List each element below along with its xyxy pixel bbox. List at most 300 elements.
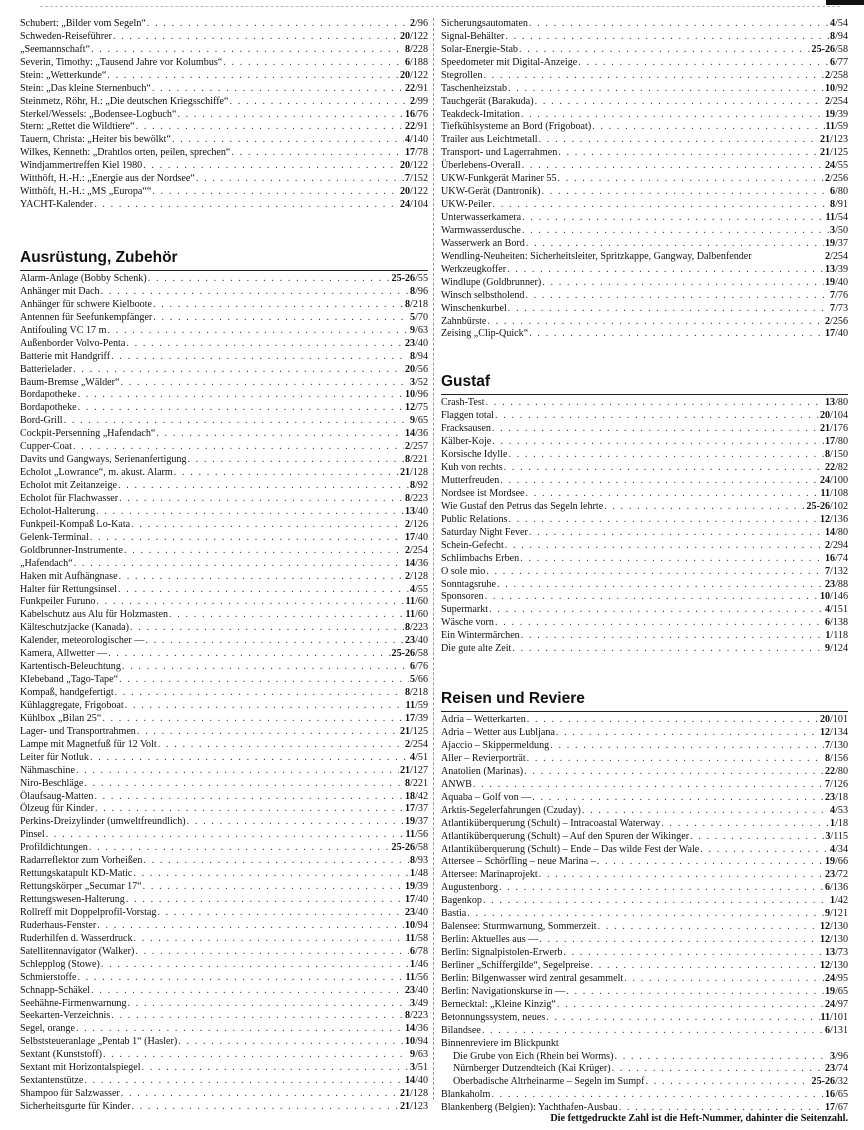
index-entry [441, 44, 848, 57]
dot-leader [156, 428, 404, 441]
entry-reference [405, 1036, 428, 1049]
entry-reference [410, 584, 428, 597]
entry-title: Sponsoren [441, 591, 484, 603]
entry-title: Stern: „Rettet die Wildtiere“ [20, 121, 135, 133]
index-entry [20, 186, 428, 199]
page-number: 65 [837, 1089, 848, 1101]
index-entry [441, 934, 848, 947]
entry-title: Schnapp-Schäkel [20, 984, 91, 996]
right-top-list [441, 18, 848, 341]
issue-number: 2 [825, 173, 831, 185]
entry-title: Echolot für Flachwasser [20, 492, 119, 504]
index-entry [20, 622, 428, 635]
index-entry [20, 1088, 428, 1101]
dot-leader [134, 933, 405, 946]
issue-number: 4 [825, 604, 831, 616]
reference-separator: / [835, 328, 838, 340]
issue-number: 9 [410, 1049, 416, 1061]
reference-separator: / [835, 462, 838, 474]
entry-title: Halter für Rettungsinsel [20, 583, 117, 595]
index-entry [441, 96, 848, 109]
index-entry [441, 70, 848, 83]
issue-number: 2 [825, 250, 831, 262]
dot-leader [177, 109, 404, 122]
reference-separator: / [835, 578, 838, 590]
reference-separator: / [835, 212, 838, 224]
index-entry [441, 1064, 848, 1077]
entry-reference [405, 816, 428, 829]
reference-separator: / [830, 934, 833, 946]
entry-reference [830, 31, 848, 44]
entry-reference [820, 134, 848, 147]
reference-separator: / [830, 539, 833, 551]
page-number: 218 [412, 687, 428, 699]
index-entry [441, 960, 848, 973]
index-entry [441, 238, 848, 251]
dot-leader [482, 1025, 824, 1038]
page-number: 125 [832, 147, 848, 159]
issue-number: 8 [405, 298, 411, 310]
reference-separator: / [415, 428, 418, 440]
entry-title: Überlebens-Overall [441, 160, 521, 172]
entry-reference [825, 766, 848, 779]
entry-title: Gelenk-Terminal [20, 531, 89, 543]
entry-title: Atlantiküberquerung (Schult) ‒ Auf den Spuren der Wikinger [441, 830, 690, 842]
reference-separator: / [835, 121, 838, 133]
index-entry [441, 753, 848, 766]
index-entry [20, 1062, 428, 1075]
issue-number: 8 [410, 350, 416, 362]
entry-title: „Seemannschaft“ [20, 43, 91, 55]
page-number: 39 [837, 108, 848, 120]
reference-separator: / [410, 544, 413, 556]
page-number: 128 [412, 1088, 428, 1100]
reference-separator: / [415, 674, 418, 686]
issue-number: 25-26 [391, 273, 416, 285]
entry-title: Taschenheizstab [441, 82, 507, 94]
index-entry [20, 299, 428, 312]
dot-leader [113, 31, 399, 44]
issue-number: 11 [825, 212, 836, 224]
entry-title: Berlin: Signalpistolen-Erwerb [441, 947, 563, 959]
page-number: 92 [837, 82, 848, 94]
entry-title: Nähmaschine [20, 764, 75, 776]
issue-number: 2 [825, 69, 831, 81]
entry-reference [400, 199, 428, 212]
dot-leader [111, 351, 409, 364]
reference-separator: / [835, 1076, 838, 1088]
dot-leader [508, 514, 819, 527]
page-number: 63 [417, 1049, 428, 1061]
dot-leader [187, 816, 404, 829]
page-number: 151 [832, 604, 848, 616]
index-entry [20, 816, 428, 829]
index-entry [20, 545, 428, 558]
index-entry [20, 584, 428, 597]
index-entry [441, 844, 848, 857]
entry-reference [410, 18, 428, 31]
reference-separator: / [415, 712, 418, 724]
page-number: 104 [832, 410, 848, 422]
page-number: 100 [832, 475, 848, 487]
index-entry [441, 436, 848, 449]
entry-title: Ölzeug für Kinder [20, 803, 94, 815]
entry-title: Bernecktal: „Kleine Kinzig“ [441, 998, 556, 1010]
reference-separator: / [415, 661, 418, 673]
dot-leader [526, 238, 824, 251]
index-entry [20, 390, 428, 403]
entry-title: Anatolien (Marinas) [441, 765, 524, 777]
entry-title: ANWB [441, 778, 472, 790]
index-entry [20, 804, 428, 817]
entry-title: Warmwasserdusche [441, 224, 521, 236]
reference-separator: / [415, 751, 418, 763]
issue-number: 4 [830, 804, 836, 816]
page-number: 223 [412, 492, 428, 504]
page-number: 132 [832, 565, 848, 577]
reference-separator: / [830, 752, 833, 764]
page-number: 37 [417, 803, 428, 815]
entry-reference [830, 805, 848, 818]
reference-separator: / [410, 30, 413, 42]
entry-reference [405, 920, 428, 933]
entry-reference [825, 1025, 848, 1038]
dot-leader [505, 540, 824, 553]
entry-title: Teakdeck-Imitation [441, 108, 520, 120]
section-rule [441, 394, 848, 395]
issue-number: 6 [825, 882, 831, 894]
entry-title: Tauchgerät (Barakuda) [441, 95, 534, 107]
entry-reference [825, 856, 848, 869]
index-entry [441, 225, 848, 238]
section-title-ausruestung: Ausrüstung, Zubehör [20, 249, 178, 267]
dot-leader [89, 842, 391, 855]
entry-title: Bord-Grill [20, 415, 63, 427]
page-number: 58 [417, 842, 428, 854]
entry-title: Goldbrunner-Instrumente [20, 544, 123, 556]
page-number: 188 [412, 56, 428, 68]
reference-separator: / [830, 727, 833, 739]
reference-separator: / [830, 69, 833, 81]
dot-leader [535, 96, 824, 109]
reference-separator: / [415, 609, 418, 621]
reference-separator: / [410, 518, 413, 530]
dot-leader [119, 493, 404, 506]
index-entry [20, 842, 428, 855]
issue-number: 12 [819, 513, 831, 525]
page-number: 34 [837, 843, 848, 855]
page-number: 258 [832, 69, 848, 81]
entry-title: Augustenborg [441, 882, 499, 894]
reference-separator: / [415, 147, 418, 159]
entry-title: Schein-Gefecht [441, 539, 504, 551]
issue-number: 24 [825, 160, 836, 172]
entry-reference [405, 778, 428, 791]
reference-separator: / [410, 764, 413, 776]
index-entry [441, 604, 848, 617]
index-entry [20, 894, 428, 907]
dot-leader [556, 727, 819, 740]
page-number: 104 [412, 199, 428, 211]
issue-number: 17 [825, 1102, 836, 1114]
index-entry [20, 364, 428, 377]
entry-reference [405, 57, 428, 70]
entry-title: Davits und Gangways, Serienanfertigung [20, 454, 187, 466]
index-entry [20, 377, 428, 390]
reference-separator: / [835, 108, 838, 120]
issue-number: 6 [830, 186, 836, 198]
dot-leader [485, 591, 819, 604]
dot-leader [504, 462, 824, 475]
index-entry [441, 57, 848, 70]
dot-leader [101, 959, 409, 972]
index-entry [20, 700, 428, 713]
entry-title: Blankenberg (Belgien): Yachthafen-Ausbau [441, 1102, 618, 1114]
index-entry [441, 527, 848, 540]
issue-number: 7 [830, 289, 836, 301]
index-entry [20, 1036, 428, 1049]
reference-separator: / [835, 869, 838, 881]
dot-leader [491, 1089, 824, 1102]
entry-reference [830, 303, 848, 316]
page-number: 254 [412, 738, 428, 750]
dot-leader [76, 1023, 404, 1036]
page-number: 37 [417, 816, 428, 828]
entry-title: Cockpit-Persenning „Hafendach“ [20, 428, 156, 440]
entry-reference [405, 402, 428, 415]
dot-leader [97, 920, 404, 933]
index-entry [441, 727, 848, 740]
dot-leader [604, 501, 805, 514]
reference-separator: / [415, 273, 418, 285]
index-entry [441, 1012, 848, 1025]
dot-leader [119, 571, 404, 584]
dot-leader [148, 273, 391, 286]
entry-title: Ölaufsaug-Matten [20, 790, 94, 802]
entry-title: Schmierstoffe [20, 971, 77, 983]
entry-title: Anhänger für schwere Kielboote [20, 298, 153, 310]
dot-leader [563, 947, 824, 960]
issue-number: 23 [405, 984, 416, 996]
issue-number: 21 [399, 467, 411, 479]
page-number: 36 [417, 428, 428, 440]
dot-leader [521, 630, 825, 643]
entry-title: Bordapotheke [20, 402, 77, 414]
entry-reference [825, 908, 848, 921]
issue-number: 8 [825, 449, 831, 461]
reference-separator: / [415, 389, 418, 401]
reference-separator: / [835, 1050, 838, 1062]
page-number: 123 [832, 134, 848, 146]
reference-separator: / [830, 410, 833, 422]
page-number: 118 [833, 630, 848, 642]
entry-reference [825, 779, 848, 792]
reference-separator: / [830, 250, 833, 262]
entry-title: UKW-Funkgerät Mariner 55 [441, 173, 557, 185]
issue-number: 5 [410, 674, 416, 686]
index-entry [441, 134, 848, 147]
entry-title: Signal-Behälter [441, 30, 505, 42]
reference-separator: / [410, 467, 413, 479]
entry-reference [405, 428, 428, 441]
dot-leader [108, 648, 390, 661]
entry-title: Lampe mit Magnetfuß für 12 Volt [20, 738, 157, 750]
issue-number: 1 [410, 868, 416, 880]
entry-title: Berliner „Schiffergilde“, Segelpreise [441, 959, 590, 971]
dot-leader [645, 1076, 810, 1089]
reference-separator: / [830, 617, 833, 629]
entry-title: Adria ‒ Wetterkarten [441, 714, 526, 726]
reference-separator: / [410, 441, 413, 453]
issue-number: 19 [825, 237, 836, 249]
index-entry [20, 147, 428, 160]
issue-number: 2 [405, 544, 411, 556]
issue-number: 23 [825, 578, 836, 590]
entry-reference [406, 609, 428, 622]
entry-title: Zeising „Clip-Quick“ [441, 328, 529, 340]
index-entry [20, 998, 428, 1011]
right-column [441, 18, 848, 1115]
dot-leader [143, 855, 409, 868]
dot-leader [126, 894, 404, 907]
reference-separator: / [415, 816, 418, 828]
dot-leader [624, 973, 824, 986]
page-number: 80 [837, 526, 848, 538]
dot-leader [532, 792, 824, 805]
index-entry [441, 630, 848, 643]
reference-separator: / [415, 108, 418, 120]
dot-leader [128, 998, 410, 1011]
left-top-list [20, 18, 428, 212]
issue-number: 17 [405, 147, 416, 159]
index-entry [20, 31, 428, 44]
index-entry [441, 173, 848, 186]
page-number: 150 [832, 449, 848, 461]
entry-title: Binnenreviere im Blickpunkt [441, 1037, 559, 1049]
reference-separator: / [835, 804, 838, 816]
issue-number: 23 [405, 906, 416, 918]
entry-title: Crash-Test [441, 397, 485, 409]
reference-separator: / [830, 487, 833, 499]
index-entry [20, 648, 428, 661]
entry-reference [825, 973, 848, 986]
reference-separator: / [835, 552, 838, 564]
entry-title: Tiefkühlsysteme an Bord (Frigoboat) [441, 121, 592, 133]
issue-number: 14 [405, 1075, 416, 1087]
reference-separator: / [410, 570, 413, 582]
page-number: 55 [837, 160, 848, 172]
reference-separator: / [415, 919, 418, 931]
page-number: 128 [412, 467, 428, 479]
reference-separator: / [830, 315, 833, 327]
page-number: 126 [412, 518, 428, 530]
reference-separator: / [410, 69, 413, 81]
issue-number: 20 [819, 714, 831, 726]
index-entry [20, 532, 428, 545]
reference-separator: / [410, 492, 413, 504]
reference-separator: / [410, 160, 413, 172]
issue-number: 2 [405, 570, 411, 582]
entry-title: Rettungskörper „Secumar 17“ [20, 881, 142, 893]
entry-reference [405, 558, 428, 571]
page-number: 99 [417, 95, 428, 107]
index-entry [20, 415, 428, 428]
entry-reference [405, 739, 428, 752]
issue-number: 4 [410, 751, 416, 763]
entry-title: Echolot-Halterung [20, 505, 96, 517]
reference-separator: / [835, 43, 838, 55]
issue-number: 17 [405, 712, 416, 724]
entry-reference [410, 351, 428, 364]
issue-number: 4 [830, 843, 836, 855]
page-number: 40 [417, 984, 428, 996]
dot-leader [73, 441, 404, 454]
dot-leader [131, 1101, 399, 1114]
index-entry [441, 475, 848, 488]
entry-reference [830, 18, 848, 31]
page-number: 96 [417, 389, 428, 401]
dot-leader [527, 753, 824, 766]
index-entry [20, 868, 428, 881]
entry-title: Fracksausen [441, 423, 491, 435]
reference-separator: / [835, 817, 838, 829]
entry-reference [410, 286, 428, 299]
index-entry [20, 506, 428, 519]
reference-separator: / [835, 843, 838, 855]
entry-reference [825, 753, 848, 766]
entry-reference [410, 674, 428, 687]
entry-reference [410, 998, 428, 1011]
entry-title: Wie Gustaf den Petrus das Segeln lehrte [441, 500, 604, 512]
page-number: 39 [417, 881, 428, 893]
dot-leader [467, 908, 824, 921]
reference-separator: / [410, 1088, 413, 1100]
top-border [0, 0, 864, 10]
dot-leader [524, 766, 824, 779]
page-number: 176 [832, 423, 848, 435]
reference-separator: / [415, 337, 418, 349]
issue-number: 6 [825, 1024, 831, 1036]
page-number: 127 [412, 764, 428, 776]
entry-reference [392, 273, 428, 286]
issue-number: 12 [819, 921, 831, 933]
dot-leader [495, 410, 819, 423]
issue-number: 9 [825, 643, 831, 655]
entry-reference [830, 290, 848, 303]
page-number: 136 [832, 882, 848, 894]
dot-leader [500, 475, 819, 488]
issue-number: 5 [410, 311, 416, 323]
dot-leader [90, 532, 404, 545]
entry-title: Seekarten-Verzeichnis [20, 1010, 111, 1022]
page-number: 32 [837, 1076, 848, 1088]
entry-title: Arktis-Segelerfahrungen (Czuday) [441, 804, 581, 816]
page-number: 65 [837, 985, 848, 997]
dot-leader [46, 829, 405, 842]
reference-separator: / [410, 725, 413, 737]
index-entry [441, 908, 848, 921]
index-entry [441, 501, 848, 514]
reference-separator: / [835, 82, 838, 94]
dot-leader [522, 212, 824, 225]
page-number: 70 [417, 311, 428, 323]
page-number: 60 [417, 596, 428, 608]
dot-leader [121, 1088, 399, 1101]
page-number: 77 [837, 56, 848, 68]
dot-leader [489, 604, 824, 617]
page-number: 40 [417, 635, 428, 647]
entry-reference [825, 986, 848, 999]
